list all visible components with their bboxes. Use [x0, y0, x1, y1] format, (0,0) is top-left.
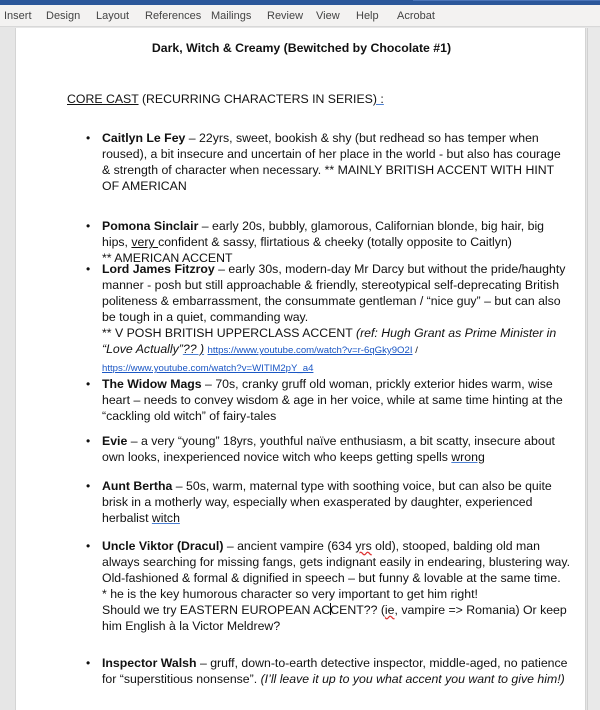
- youtube-link-2[interactable]: https://www.youtube.com/watch?v=WITIM2pY_a4: [102, 363, 314, 374]
- spelling-flagged-word[interactable]: yrs: [355, 539, 372, 553]
- character-desc-rest: confident & sassy, flirtatious & cheeky (totally opposite to Caitlyn): [158, 235, 512, 249]
- bullet-icon: •: [86, 479, 91, 493]
- character-desc: – a very “young” 18yrs, youthful naïve enthusiasm, a bit scatty, insecure about own looks, inexperienced novice witch who keeps getting spells: [102, 434, 555, 464]
- character-accent: ** V POSH BRITISH UPPERCLASS ACCENT: [102, 326, 356, 340]
- list-item-aunt-bertha: [86, 478, 572, 526]
- tab-acrobat[interactable]: Acrobat: [397, 10, 435, 22]
- grammar-flagged-word[interactable]: witch: [151, 511, 180, 525]
- tab-insert[interactable]: Insert: [4, 10, 32, 22]
- list-item-uncle-viktor: [86, 538, 572, 634]
- character-question-end: , vampire => Romania) Or keep him English à la Victor Meldrew?: [102, 603, 567, 633]
- character-desc: – 22yrs, sweet, bookish & shy (but redhead so has temper when roused), a bit insecure and uncertain of her place in the world - but also has courage & strength of character when necessary. ** MAINLY BRITISH ACCENT WITH HINT OF AMERICAN: [102, 131, 561, 193]
- ribbon-tab-bar: [0, 5, 600, 27]
- character-name: Evie: [102, 434, 128, 448]
- character-desc: – ancient vampire (634: [223, 539, 356, 553]
- search-box-edge: [413, 0, 600, 1]
- document-title: Dark, Witch & Creamy (Bewitched by Chocolate #1): [151, 41, 452, 55]
- section-label-rest: (RECURRING CHARACTERS IN SERIES: [138, 92, 373, 106]
- character-name: The Widow Mags: [102, 377, 202, 391]
- document-page[interactable]: [15, 28, 586, 710]
- list-item-caitlyn: [86, 130, 572, 194]
- character-name: Lord James Fitzroy: [102, 262, 215, 276]
- character-desc: – gruff, down-to-earth detective inspector, middle-aged, no patience for “superstitious nonsense”.: [102, 656, 568, 686]
- vertical-scrollbar[interactable]: [587, 28, 600, 710]
- tab-references[interactable]: References: [145, 10, 202, 22]
- bullet-icon: •: [86, 219, 91, 233]
- bullet-icon: •: [86, 539, 91, 553]
- character-desc: – 50s, warm, maternal type with soothing voice, but can also be quite brisk in a motherly way, especially when exasperated by daughter, experienced herbalist: [102, 479, 552, 525]
- section-label-end: ) :: [372, 92, 384, 106]
- character-name: Pomona Sinclair: [102, 219, 199, 233]
- bullet-icon: •: [86, 377, 91, 391]
- character-reference: (ref: Hugh Grant as Prime Minister in “Love Actually”: [102, 326, 557, 356]
- character-desc-underlined: very: [131, 235, 159, 249]
- character-accent: ** AMERICAN ACCENT: [102, 251, 233, 265]
- list-item-evie: [86, 433, 572, 465]
- character-note: * he is the key humorous character so very important to get him right!: [102, 587, 478, 601]
- tab-layout[interactable]: Layout: [96, 10, 130, 22]
- list-item-fitzroy: [86, 261, 572, 377]
- tab-design[interactable]: Design: [46, 10, 81, 22]
- character-question: Should we try EASTERN EUROPEAN AC: [102, 603, 331, 617]
- bullet-icon: •: [86, 131, 91, 145]
- tab-help[interactable]: Help: [356, 10, 379, 22]
- character-name: Caitlyn Le Fey: [102, 131, 186, 145]
- bullet-icon: •: [86, 434, 91, 448]
- list-item-inspector-walsh: [86, 655, 572, 687]
- character-question-cont: CENT?? (: [330, 603, 385, 617]
- spelling-flagged-word[interactable]: ie: [384, 603, 395, 617]
- tab-view[interactable]: View: [316, 10, 340, 22]
- youtube-link-1[interactable]: https://www.youtube.com/watch?v=r-6qGky9O2I: [207, 345, 413, 356]
- character-desc: – early 20s, bubbly, glamorous, Californian blonde, big hair, big hips,: [102, 219, 545, 249]
- grammar-flagged-word[interactable]: wrong: [451, 450, 485, 464]
- character-desc: – early 30s, modern-day Mr Darcy but without the pride/haughty manner - posh but still approachable & friendly, stereotypical self-deprecating British politeness & embarrassment, the consummate gentleman / “nice guy” – but can also be tough in a quiet, commanding way.: [102, 262, 566, 324]
- section-heading: [67, 92, 384, 106]
- character-desc-rest: old), stooped, balding old man always searching for missing fangs, gets indignant easily in endearing, blustering way. Old-fashioned & formal & dignified in speech – but funny & lovable at the same time.: [102, 539, 570, 585]
- character-name: Inspector Walsh: [102, 656, 197, 670]
- document-canvas: [0, 28, 600, 710]
- character-desc: – 70s, cranky gruff old woman, prickly exterior hides warm, wise heart – needs to convey wisdom & age in her voice, while at same time hinting at the “cackling old witch” of fairy-tales: [102, 377, 563, 423]
- tab-mailings[interactable]: Mailings: [211, 10, 252, 22]
- section-label: CORE CAST: [67, 92, 139, 106]
- character-name: Uncle Viktor (Dracul): [102, 539, 224, 553]
- character-name: Aunt Bertha: [102, 479, 173, 493]
- character-reference-end: ?? ): [182, 342, 205, 356]
- character-desc-italic: (I’ll leave it up to you what accent you want to give him!): [260, 672, 565, 686]
- bullet-icon: •: [86, 262, 91, 276]
- link-separator: /: [412, 345, 418, 356]
- bullet-icon: •: [86, 656, 91, 670]
- list-item-pomona: [86, 218, 572, 266]
- list-item-widow-mags: [86, 376, 572, 424]
- tab-review[interactable]: Review: [267, 10, 304, 22]
